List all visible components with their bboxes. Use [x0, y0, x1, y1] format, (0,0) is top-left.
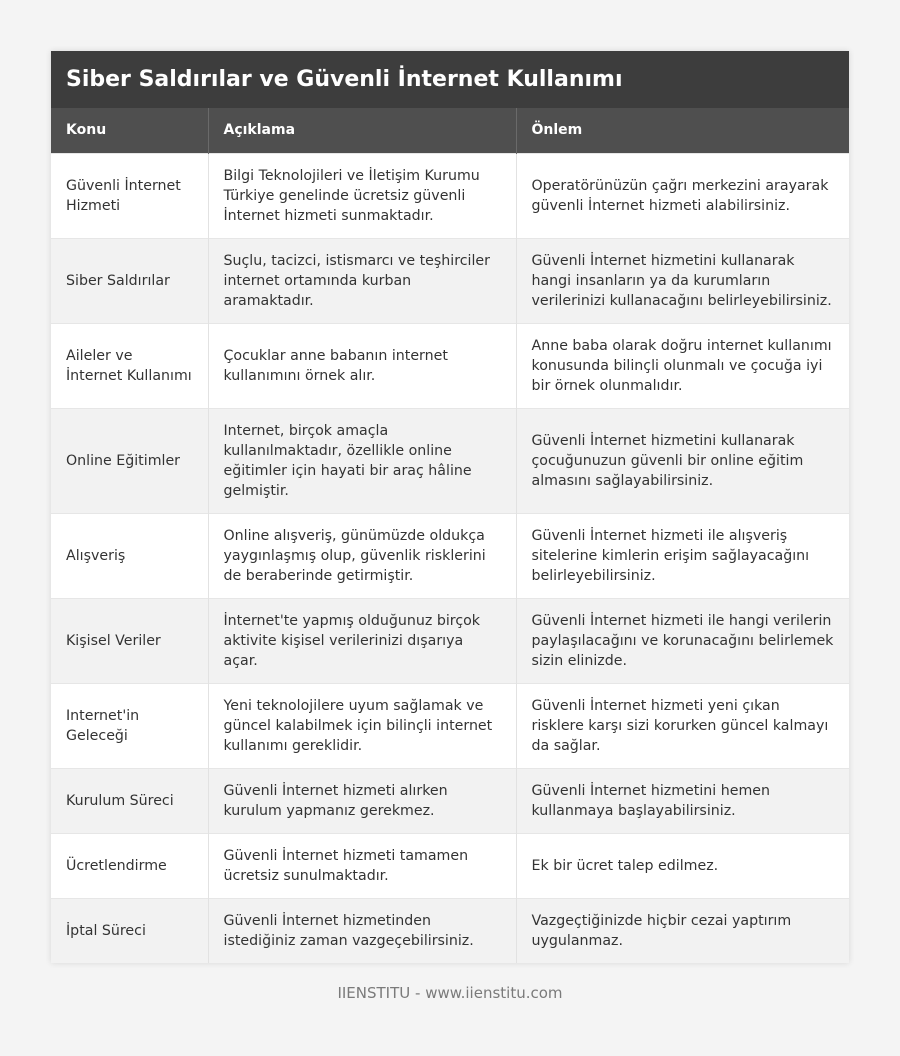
table-card	[51, 51, 849, 963]
cell-aciklama: Yeni teknolojilere uyum sağlamak ve güncel kalabilmek için bilinçli internet kullanımı gereklidir.	[208, 683, 516, 768]
table-row	[51, 408, 849, 513]
cell-aciklama: Suçlu, tacizci, istismarcı ve teşhirciler internet ortamında kurban aramaktadır.	[208, 238, 516, 323]
cell-aciklama: Bilgi Teknolojileri ve İletişim Kurumu Türkiye genelinde ücretsiz güvenli İnternet hizmeti sunmaktadır.	[208, 153, 516, 238]
table-row	[51, 768, 849, 833]
cell-konu: Alışveriş	[51, 513, 208, 598]
table-row	[51, 323, 849, 408]
cell-konu: Internet'in Geleceği	[51, 683, 208, 768]
cell-konu: Siber Saldırılar	[51, 238, 208, 323]
cell-konu: Güvenli İnternet Hizmeti	[51, 153, 208, 238]
cell-aciklama: Güvenli İnternet hizmeti tamamen ücretsiz sunulmaktadır.	[208, 833, 516, 898]
column-header-aciklama: Açıklama	[208, 108, 516, 153]
table-row	[51, 513, 849, 598]
cell-aciklama: Güvenli İnternet hizmeti alırken kurulum yapmanız gerekmez.	[208, 768, 516, 833]
cell-aciklama: Internet, birçok amaçla kullanılmaktadır, özellikle online eğitimler için hayati bir araç hâline gelmiştir.	[208, 408, 516, 513]
cell-onlem: Güvenli İnternet hizmetini kullanarak çocuğunuzun güvenli bir online eğitim almasını sağlayabilirsiniz.	[516, 408, 849, 513]
table-row	[51, 153, 849, 238]
cell-aciklama: İnternet'te yapmış olduğunuz birçok aktivite kişisel verilerinizi dışarıya açar.	[208, 598, 516, 683]
column-header-konu: Konu	[51, 108, 208, 153]
cell-onlem: Vazgeçtiğinizde hiçbir cezai yaptırım uygulanmaz.	[516, 898, 849, 963]
cell-onlem: Güvenli İnternet hizmetini kullanarak hangi insanların ya da kurumların verilerinizi kullanacağını belirleyebilirsiniz.	[516, 238, 849, 323]
cell-onlem: Anne baba olarak doğru internet kullanımı konusunda bilinçli olunmalı ve çocuğa iyi bir örnek olunmalıdır.	[516, 323, 849, 408]
column-header-onlem: Önlem	[516, 108, 849, 153]
footer-credit: IIENSTITU - www.iienstitu.com	[337, 984, 563, 1002]
cell-aciklama: Güvenli İnternet hizmetinden istediğiniz zaman vazgeçebilirsiniz.	[208, 898, 516, 963]
cell-onlem: Güvenli İnternet hizmetini hemen kullanmaya başlayabilirsiniz.	[516, 768, 849, 833]
table-row	[51, 898, 849, 963]
table-row	[51, 683, 849, 768]
cell-onlem: Güvenli İnternet hizmeti ile hangi verilerin paylaşılacağını ve korunacağını belirlemek sizin elinizde.	[516, 598, 849, 683]
table-title: Siber Saldırılar ve Güvenli İnternet Kullanımı	[51, 51, 849, 108]
table-row	[51, 598, 849, 683]
table-row	[51, 833, 849, 898]
cell-aciklama: Online alışveriş, günümüzde oldukça yaygınlaşmış olup, güvenlik risklerini de beraberinde getirmiştir.	[208, 513, 516, 598]
table-body	[51, 153, 849, 963]
cell-konu: Ücretlendirme	[51, 833, 208, 898]
cell-aciklama: Çocuklar anne babanın internet kullanımını örnek alır.	[208, 323, 516, 408]
cell-onlem: Güvenli İnternet hizmeti ile alışveriş sitelerine kimlerin erişim sağlayacağını belirleyebilirsiniz.	[516, 513, 849, 598]
cell-konu: İptal Süreci	[51, 898, 208, 963]
cell-onlem: Operatörünüzün çağrı merkezini arayarak güvenli İnternet hizmeti alabilirsiniz.	[516, 153, 849, 238]
cell-konu: Online Eğitimler	[51, 408, 208, 513]
cell-konu: Kişisel Veriler	[51, 598, 208, 683]
cell-konu: Kurulum Süreci	[51, 768, 208, 833]
data-table	[51, 108, 849, 963]
cell-onlem: Güvenli İnternet hizmeti yeni çıkan risklere karşı sizi korurken güncel kalmayı da sağlar.	[516, 683, 849, 768]
cell-onlem: Ek bir ücret talep edilmez.	[516, 833, 849, 898]
cell-konu: Aileler ve İnternet Kullanımı	[51, 323, 208, 408]
table-header	[51, 108, 849, 153]
table-row	[51, 238, 849, 323]
